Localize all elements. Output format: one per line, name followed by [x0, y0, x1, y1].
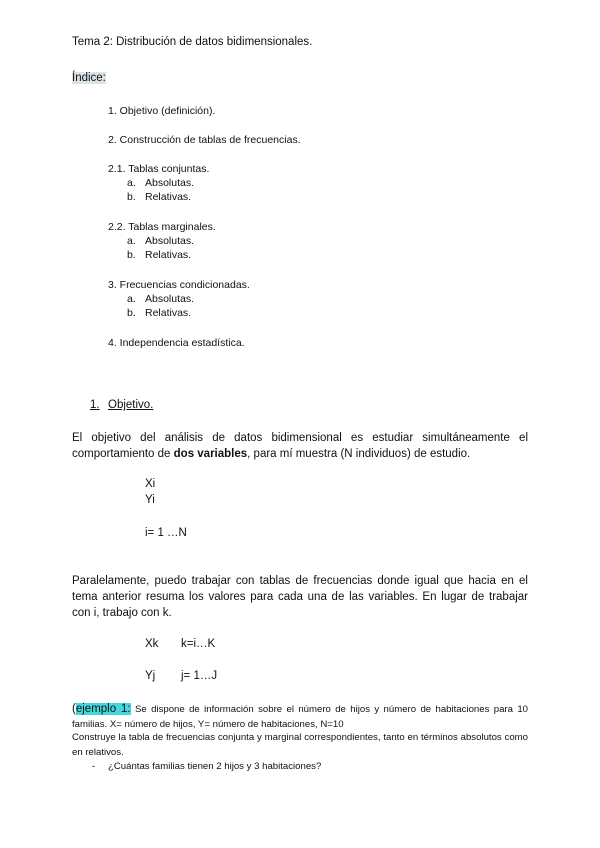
index-heading-text: Índice:	[72, 72, 106, 84]
example-paragraph	[72, 702, 528, 732]
section-heading	[90, 399, 153, 411]
example-instruction: Construye la tabla de frecuencias conjunta y marginal correspondientes, tanto en términos absolutos como en relativos.	[72, 732, 528, 758]
paragraph-bold: dos variables	[173, 448, 248, 460]
index-item-conjuntas: 2.1. Tablas conjuntas.	[108, 163, 210, 175]
subitem-letter: a.	[127, 293, 136, 305]
subitem-label: Absolutas.	[145, 293, 195, 305]
variable-x: Xi	[145, 478, 156, 490]
objective-paragraph	[72, 430, 528, 462]
index-subitem	[127, 249, 191, 261]
index-item-condicionadas: 3. Frecuencias condicionadas.	[108, 279, 250, 291]
index-subitem	[127, 307, 191, 319]
example-text: Se dispone de información sobre el número de hijos y número de habitaciones para 10 familias. X= número de hijos, Y= número de habitaciones, N=10	[72, 704, 528, 730]
index-subitem	[127, 177, 194, 189]
subitem-letter: b.	[127, 249, 136, 261]
index-item-marginales: 2.2. Tablas marginales.	[108, 221, 216, 233]
subitem-letter: b.	[127, 191, 136, 203]
bullet-marker: -	[92, 761, 96, 772]
document-title: Tema 2: Distribución de datos bidimensionales.	[72, 36, 313, 48]
example-paren: (	[72, 703, 76, 715]
range-j: j= 1…J	[181, 670, 218, 682]
index-subitem	[127, 235, 194, 247]
example-question: ¿Cuántas familias tienen 2 hijos y 3 habitaciones?	[108, 761, 322, 772]
subitem-letter: a.	[127, 235, 136, 247]
index-item-objetivo: 1. Objetivo (definición).	[108, 105, 216, 117]
variable-y: Yi	[145, 494, 155, 506]
index-heading	[72, 72, 106, 84]
section-title: Objetivo.	[108, 399, 154, 411]
subitem-label: Relativas.	[145, 191, 192, 203]
index-range: i= 1 …N	[145, 527, 187, 539]
paragraph-text: , para mí muestra (N individuos) de estudio.	[247, 448, 471, 460]
subitem-label: Relativas.	[145, 307, 192, 319]
index-item-construccion: 2. Construcción de tablas de frecuencias.	[108, 134, 301, 146]
index-item-independencia: 4. Independencia estadística.	[108, 337, 245, 349]
subitem-label: Absolutas.	[145, 177, 195, 189]
subitem-letter: b.	[127, 307, 136, 319]
index-subitem	[127, 293, 194, 305]
frequency-paragraph: Paralelamente, puedo trabajar con tablas de frecuencias donde igual que hacia en el tema anterior resuma los valores para cada una de las variables. En lugar de trabajar con i, trabajo con k.	[72, 575, 528, 619]
variable-yj: Yj	[145, 670, 156, 682]
variable-xk: Xk	[145, 638, 159, 650]
index-subitem	[127, 191, 191, 203]
paragraph-text: El objetivo del análisis de datos bidimensional es estudiar simultáneamente el comportamiento de	[72, 432, 528, 460]
section-number: 1.	[90, 399, 100, 411]
subitem-label: Absolutas.	[145, 235, 195, 247]
subitem-label: Relativas.	[145, 249, 192, 261]
subitem-letter: a.	[127, 177, 136, 189]
range-k: k=i…K	[181, 638, 216, 650]
example-label: ejemplo 1:	[75, 703, 131, 715]
